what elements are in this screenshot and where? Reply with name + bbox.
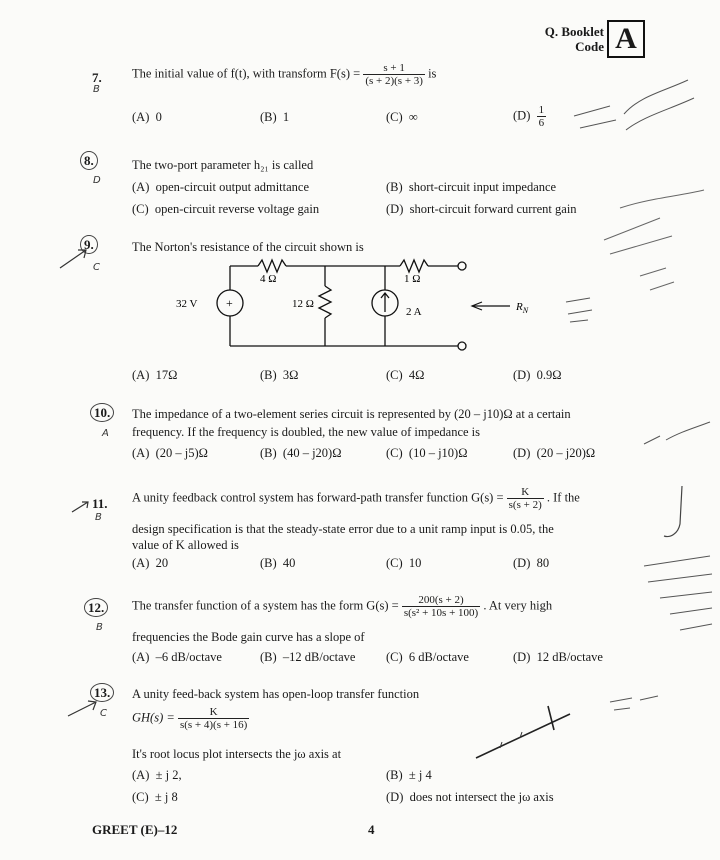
handwritten-mark: C — [100, 708, 107, 719]
option-a: (A) (20 – j5)Ω — [132, 446, 208, 460]
option-d: (D) (20 – j20)Ω — [513, 446, 596, 460]
circuit-diagram — [160, 256, 540, 360]
option-a: (A) 20 — [132, 556, 169, 570]
label-32-v: 32 V — [176, 298, 198, 310]
handwritten-scribble — [560, 290, 600, 330]
booklet-label-line-2: Code — [575, 39, 604, 54]
resistor-4-ohm — [258, 260, 286, 272]
fraction: $\frac{K}{s(s + 2)}$ — [508, 486, 542, 511]
option-b: (B) 1 — [260, 110, 290, 124]
label-1-ohm: 1 Ω — [404, 273, 421, 285]
handwritten-scribble — [606, 692, 662, 716]
option-b: (B) 3Ω — [260, 368, 299, 382]
question-text: The Norton's resistance of the circuit shown is — [132, 240, 364, 254]
terminal-bottom — [458, 342, 466, 350]
handwritten-mark: B — [93, 84, 100, 95]
label-rn: $R_N$ — [516, 301, 529, 315]
question-number: 13. — [90, 685, 114, 701]
handwritten-scribble — [660, 484, 700, 544]
question-number: 7. — [92, 70, 102, 85]
option-c: (C) 10 — [386, 556, 422, 570]
question-number: 8. — [80, 153, 98, 169]
question-number: 10. — [90, 405, 114, 421]
handwritten-scribble — [570, 76, 700, 138]
svg-text:+: + — [226, 296, 233, 310]
label-4-ohm: 4 Ω — [260, 273, 277, 285]
transfer-function: GH(s) = $\frac{K}{s(s + 4)(s + 16)}$ — [132, 706, 248, 731]
question-text: A unity feedback control system has forward-path transfer function G(s) = $\frac{K}{s(s + 2)}$ . If the — [132, 486, 580, 511]
option-b: (B) short-circuit input impedance — [386, 180, 557, 194]
question-text: The initial value of f(t), with transform F(s) = — [132, 66, 361, 81]
option-b: (B) –12 dB/octave — [260, 650, 356, 664]
terminal-top — [458, 262, 466, 270]
handwritten-scribble — [640, 418, 714, 454]
handwritten-mark: D — [93, 175, 101, 186]
option-b: (B) 40 — [260, 556, 296, 570]
question-number: 9. — [80, 237, 98, 253]
option-a: (A) 17Ω — [132, 368, 178, 382]
handwritten-arrow — [58, 246, 90, 270]
question-text: A unity feed-back system has open-loop transfer function — [132, 687, 420, 701]
option-a: (A) ± j 2, — [132, 768, 182, 782]
question-text — [132, 405, 652, 441]
handwritten-mark: A — [102, 428, 109, 439]
fraction: $\frac{K}{s(s + 4)(s + 16)}$ — [179, 706, 248, 731]
question-7-text — [132, 62, 532, 87]
question-text-cont: design specification is that the steady-state error due to a unit ramp input is 0.05, the value of K allowed is — [132, 522, 554, 552]
option-a: (A) –6 dB/octave — [132, 650, 222, 664]
option-d: (D) does not intersect the jω axis — [386, 790, 554, 804]
resistor-1-ohm — [400, 260, 428, 272]
option-a: (A) 0 — [132, 110, 162, 124]
option-d: (D) short-circuit forward current gain — [386, 202, 577, 216]
handwritten-mark: B — [96, 622, 103, 633]
question-number: 11. — [92, 496, 108, 511]
footer-code: GREET (E)–12 — [92, 822, 178, 837]
question-text: The two-port parameter h₂₁ is called — [132, 158, 314, 172]
question-text-line-1: The impedance of a two-element series circuit is represented by (20 – j10)Ω at a certain — [132, 407, 571, 421]
fraction: $\frac{200(s + 2)}{\text{s(s² + 10s + 100)}}$ — [403, 594, 479, 619]
option-b: (B) ± j 4 — [386, 768, 432, 782]
resistor-12-ohm — [319, 286, 331, 318]
option-c: (C) (10 – j10)Ω — [386, 446, 468, 460]
option-c: (C) 4Ω — [386, 368, 425, 382]
option-d: (D) 80 — [513, 556, 550, 570]
label-12-ohm: 12 Ω — [292, 298, 314, 310]
option-d: (D) $\frac{1}{6}$ — [513, 104, 545, 129]
question-text: The transfer function of a system has the form G(s) = $\frac{200(s + 2)}{\text{s(s² + 10s + 100)}}$ . At very high — [132, 594, 553, 619]
handwritten-root-locus-sketch — [470, 700, 580, 770]
booklet-code-box: A — [607, 20, 645, 58]
fraction — [363, 62, 425, 87]
handwritten-mark: C — [93, 262, 100, 273]
question-number: 12. — [84, 600, 108, 616]
option-c: (C) 6 dB/octave — [386, 650, 469, 664]
fraction-denominator: (s + 2)(s + 3) — [365, 75, 423, 87]
label-2-a: 2 A — [406, 306, 422, 318]
handwritten-arrow — [70, 498, 92, 514]
option-d: (D) 0.9Ω — [513, 368, 562, 382]
question-text-line-2: frequency. If the frequency is doubled, the new value of impedance is — [132, 425, 481, 439]
option-c: (C) open-circuit reverse voltage gain — [132, 202, 320, 216]
booklet-label-line-1: Q. Booklet — [544, 24, 604, 39]
handwritten-scribble — [600, 188, 710, 298]
option-a: (A) open-circuit output admittance — [132, 180, 310, 194]
page-number: 4 — [368, 822, 375, 837]
question-text-cont: It's root locus plot intersects the jω axis at — [132, 747, 342, 761]
handwritten-arrow — [66, 698, 100, 718]
question-text-cont: frequencies the Bode gain curve has a slope of — [132, 630, 365, 644]
option-d: (D) 12 dB/octave — [513, 650, 603, 664]
question-text-end: is — [428, 66, 437, 81]
option-b: (B) (40 – j20)Ω — [260, 446, 342, 460]
handwritten-mark: B — [95, 512, 102, 523]
booklet-label — [520, 24, 604, 54]
option-c: (C) ± j 8 — [132, 790, 178, 804]
fraction-numerator: s + 1 — [363, 62, 425, 75]
option-c: (C) ∞ — [386, 110, 418, 124]
